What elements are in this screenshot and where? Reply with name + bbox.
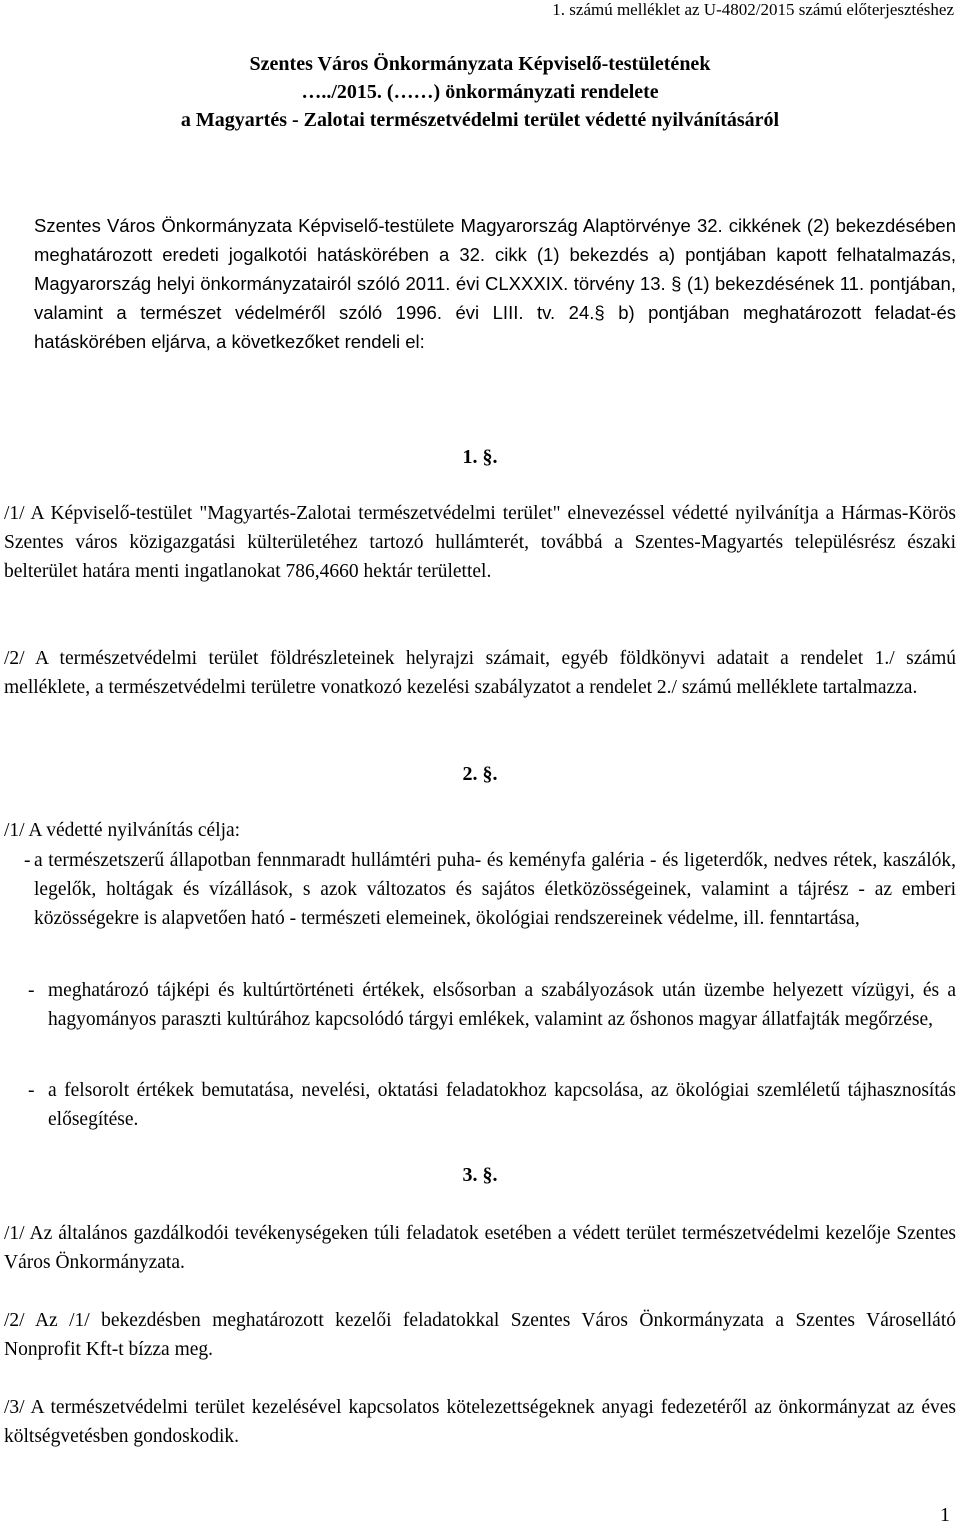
paragraph-text: /2/ Az /1/ bekezdésben meghatározott kezelői feladatokkal Szentes Város Önkormányzata a Szentes Városellátó Nonprofit Kft-t bízza meg.: [4, 1310, 956, 1360]
list-item: [28, 1076, 956, 1134]
page-number: 1: [940, 1504, 950, 1526]
attachment-note: 1. számú melléklet az U-4802/2015 számú előterjesztéshez: [552, 0, 954, 19]
paragraph-text: /3/ A természetvédelmi terület kezelésével kapcsolatos kötelezettségeknek anyagi fedezetéről az önkormányzat az éves költségvetésben gondoskodik.: [4, 1397, 956, 1447]
list-item-text: meghatározó tájképi és kultúrtörténeti értékek, elsősorban a szabályozások után üzembe helyezett vízügyi, és a hagyományos paraszti kultúrához kapcsolódó tárgyi emlékek, valamint az őshonos magyar állatfajták megőrzése,: [48, 980, 956, 1030]
list-item: [24, 846, 956, 933]
document-title: [0, 50, 960, 134]
paragraph-text: /1/ A védetté nyilvánítás célja:: [4, 820, 241, 841]
section-3-paragraph-3: [4, 1393, 956, 1451]
list-item: [28, 976, 956, 1034]
paragraph-text: /1/ A Képviselő-testület "Magyartés-Zalotai természetvédelmi terület" elnevezéssel védetté nyilvánítja a Hármas-Körös Szentes város közigazgatási külterületéhez tartozó hullámterét, továbbá a Szentes-Magyartés településrész északi belterület határa menti ingatlanokat 786,4660 hektár területtel.: [4, 503, 956, 582]
preamble: Szentes Város Önkormányzata Képviselő-testülete Magyarország Alaptörvénye 32. cikkének (2) bekezdésében meghatározott eredeti jogalkotói hatáskörében a 32. cikk (1) bekezdés a) pontjában kapott felhatalmazás, Magyarország helyi önkormányzatairól szóló 2011. évi CLXXXIX. törvény 13. § (1) bekezdésének 11. pontjában, valamint a természet védelméről szóló 1996. évi LIII. tv. 24.§ b) pontjában meghatározott feladat-és hatáskörében eljárva, a következőket rendeli el:: [34, 215, 956, 352]
section-3-paragraph-1: [4, 1219, 956, 1277]
section-1-paragraph-2: [4, 644, 956, 702]
title-line-1: Szentes Város Önkormányzata Képviselő-testületének: [249, 53, 711, 75]
section-2-intro: [4, 816, 956, 845]
section-1-paragraph-1: [4, 499, 956, 586]
list-dash: -: [28, 980, 35, 1001]
section-2-heading: 2. §.: [462, 763, 498, 785]
list-dash: -: [24, 850, 31, 871]
title-line-3: a Magyartés - Zalotai természetvédelmi terület védetté nyilvánításáról: [180, 109, 780, 131]
title-line-2: …../2015. (……) önkormányzati rendelete: [301, 81, 659, 103]
list-dash: -: [28, 1080, 35, 1101]
list-item-text: a felsorolt értékek bemutatása, nevelési, oktatási feladatokhoz kapcsolása, az ökológiai szemléletű tájhasznosítás elősegítése.: [48, 1080, 956, 1130]
section-3-heading: 3. §.: [462, 1164, 498, 1186]
list-item-text: a természetszerű állapotban fennmaradt hullámtéri puha- és keményfa galéria - és ligeterdők, nedves rétek, kaszálók, legelők, holtágak és vízállások, s azok változatos és sajátos életközösségeinek, valamint a tájrész - az emberi közösségekre is alapvetően ható - természeti elemeinek, ökológiai rendszereinek védelme, ill. fenntartása,: [34, 850, 956, 929]
section-3-paragraph-2: [4, 1306, 956, 1364]
paragraph-text: /1/ Az általános gazdálkodói tevékenységeken túli feladatok esetében a védett terület természetvédelmi kezelője Szentes Város Önkormányzata.: [4, 1223, 956, 1273]
section-1-heading: 1. §.: [462, 446, 498, 468]
paragraph-text: /2/ A természetvédelmi terület földrészleteinek helyrajzi számait, egyéb földkönyvi adatait a rendelet 1./ számú melléklete, a természetvédelmi területre vonatkozó kezelési szabályzatot a rendelet 2./ számú melléklete tartalmazza.: [4, 648, 956, 698]
